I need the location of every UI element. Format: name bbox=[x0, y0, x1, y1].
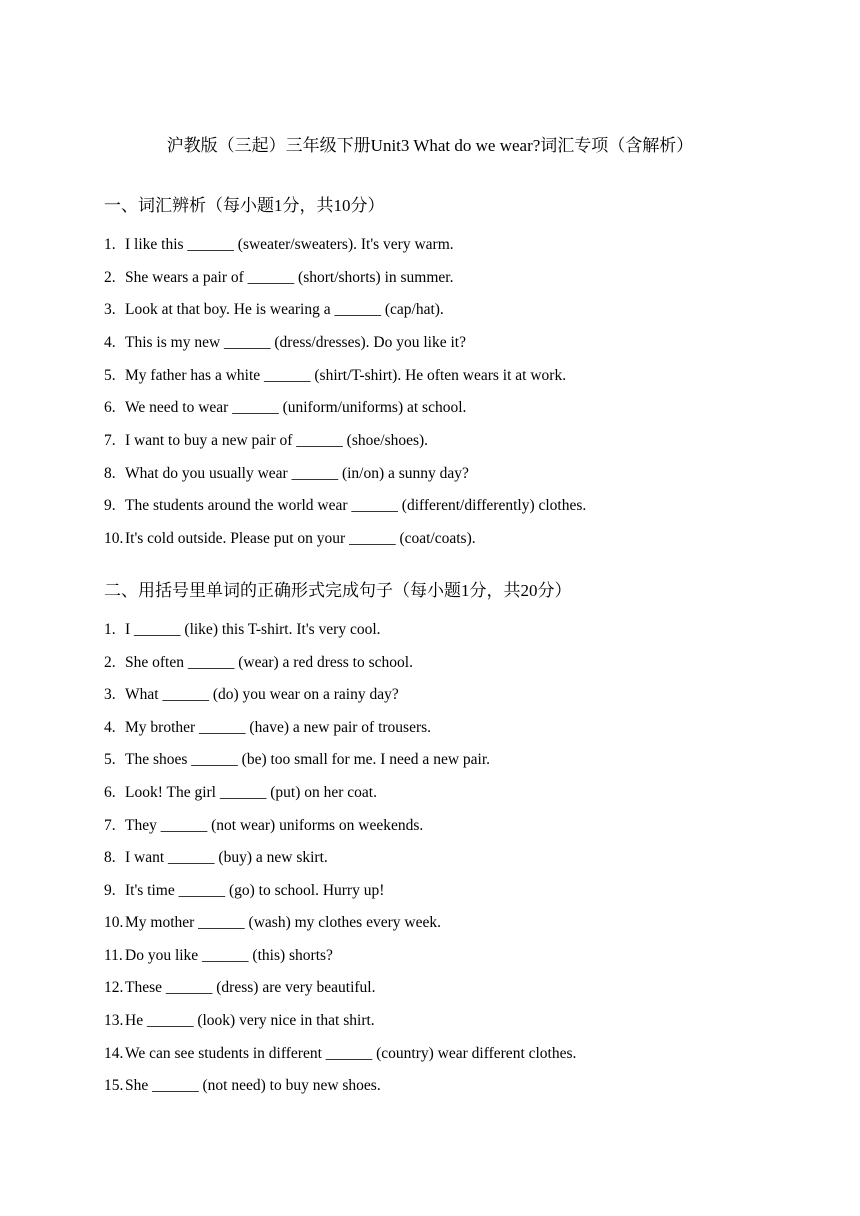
question-item bbox=[104, 977, 376, 999]
question-text: I want to buy a new pair of ______ (shoe/shoes). bbox=[125, 432, 429, 449]
question-item bbox=[104, 397, 466, 419]
question-number: 5. bbox=[104, 367, 116, 384]
question-number: 15. bbox=[104, 1077, 124, 1094]
question-number: 8. bbox=[104, 465, 116, 482]
question-text: My brother ______ (have) a new pair of trousers. bbox=[125, 719, 432, 736]
question-item bbox=[104, 332, 466, 354]
question-number: 5. bbox=[104, 751, 116, 768]
question-number: 14. bbox=[104, 1045, 124, 1062]
question-item bbox=[104, 1010, 375, 1032]
question-item bbox=[104, 847, 328, 869]
question-number: 12. bbox=[104, 979, 124, 996]
question-number: 6. bbox=[104, 784, 116, 801]
question-text: She often ______ (wear) a red dress to school. bbox=[125, 654, 413, 671]
question-item bbox=[104, 782, 377, 804]
question-item bbox=[104, 1043, 576, 1065]
question-item bbox=[104, 463, 469, 485]
question-item bbox=[104, 299, 444, 321]
question-text: She ______ (not need) to buy new shoes. bbox=[125, 1077, 381, 1094]
question-text: Look! The girl ______ (put) on her coat. bbox=[125, 784, 377, 801]
question-item bbox=[104, 749, 490, 771]
question-text: It's cold outside. Please put on your ______ (coat/coats). bbox=[125, 530, 476, 547]
question-number: 10. bbox=[104, 530, 124, 547]
question-number: 9. bbox=[104, 497, 116, 514]
question-number: 4. bbox=[104, 334, 116, 351]
question-text: It's time ______ (go) to school. Hurry up! bbox=[125, 882, 385, 899]
question-number: 7. bbox=[104, 817, 116, 834]
question-item bbox=[104, 619, 381, 641]
question-text: What do you usually wear ______ (in/on) a sunny day? bbox=[125, 465, 469, 482]
question-item bbox=[104, 652, 413, 674]
question-text: The shoes ______ (be) too small for me. I need a new pair. bbox=[125, 751, 491, 768]
question-number: 9. bbox=[104, 882, 116, 899]
question-item bbox=[104, 717, 431, 739]
question-text: My mother ______ (wash) my clothes every week. bbox=[125, 914, 441, 931]
question-text: These ______ (dress) are very beautiful. bbox=[125, 979, 376, 996]
question-number: 6. bbox=[104, 399, 116, 416]
question-text: Do you like ______ (this) shorts? bbox=[125, 947, 333, 964]
question-number: 10. bbox=[104, 914, 124, 931]
question-text: They ______ (not wear) uniforms on weekends. bbox=[125, 817, 424, 834]
question-number: 11. bbox=[104, 947, 123, 964]
question-text: I like this ______ (sweater/sweaters). It's very warm. bbox=[125, 236, 454, 253]
question-text: Look at that boy. He is wearing a ______ (cap/hat). bbox=[125, 301, 444, 318]
section-2-heading: 二、用括号里单词的正确形式完成句子（每小题1分，共20分） bbox=[104, 581, 572, 600]
question-number: 3. bbox=[104, 686, 116, 703]
question-item bbox=[104, 945, 333, 967]
question-item bbox=[104, 912, 441, 934]
question-item bbox=[104, 1075, 381, 1097]
question-text: He ______ (look) very nice in that shirt. bbox=[125, 1012, 375, 1029]
question-item bbox=[104, 267, 453, 289]
section-1-heading: 一、词汇辨析（每小题1分，共10分） bbox=[104, 196, 385, 215]
question-text: We need to wear ______ (uniform/uniforms) at school. bbox=[125, 399, 467, 416]
question-item bbox=[104, 365, 566, 387]
question-text: What ______ (do) you wear on a rainy day? bbox=[125, 686, 399, 703]
question-text: She wears a pair of ______ (short/shorts) in summer. bbox=[125, 269, 454, 286]
question-text: I want ______ (buy) a new skirt. bbox=[125, 849, 328, 866]
document-title: 沪教版（三起）三年级下册Unit3 What do we wear?词汇专项（含解析） bbox=[166, 136, 694, 155]
question-text: We can see students in different ______ (country) wear different clothes. bbox=[125, 1045, 577, 1062]
question-number: 3. bbox=[104, 301, 116, 318]
question-text: I ______ (like) this T-shirt. It's very cool. bbox=[125, 621, 381, 638]
question-text: The students around the world wear ______ (different/differently) clothes. bbox=[125, 497, 587, 514]
question-number: 8. bbox=[104, 849, 116, 866]
question-item bbox=[104, 234, 454, 256]
question-number: 4. bbox=[104, 719, 116, 736]
question-item bbox=[104, 430, 428, 452]
question-number: 13. bbox=[104, 1012, 124, 1029]
question-item bbox=[104, 495, 586, 517]
question-text: This is my new ______ (dress/dresses). Do you like it? bbox=[125, 334, 466, 351]
question-number: 1. bbox=[104, 236, 116, 253]
question-number: 1. bbox=[104, 621, 116, 638]
question-number: 2. bbox=[104, 269, 116, 286]
question-number: 7. bbox=[104, 432, 116, 449]
question-text: My father has a white ______ (shirt/T-shirt). He often wears it at work. bbox=[125, 367, 567, 384]
question-item bbox=[104, 528, 476, 550]
question-item bbox=[104, 880, 384, 902]
question-item bbox=[104, 815, 423, 837]
question-number: 2. bbox=[104, 654, 116, 671]
question-item bbox=[104, 684, 399, 706]
